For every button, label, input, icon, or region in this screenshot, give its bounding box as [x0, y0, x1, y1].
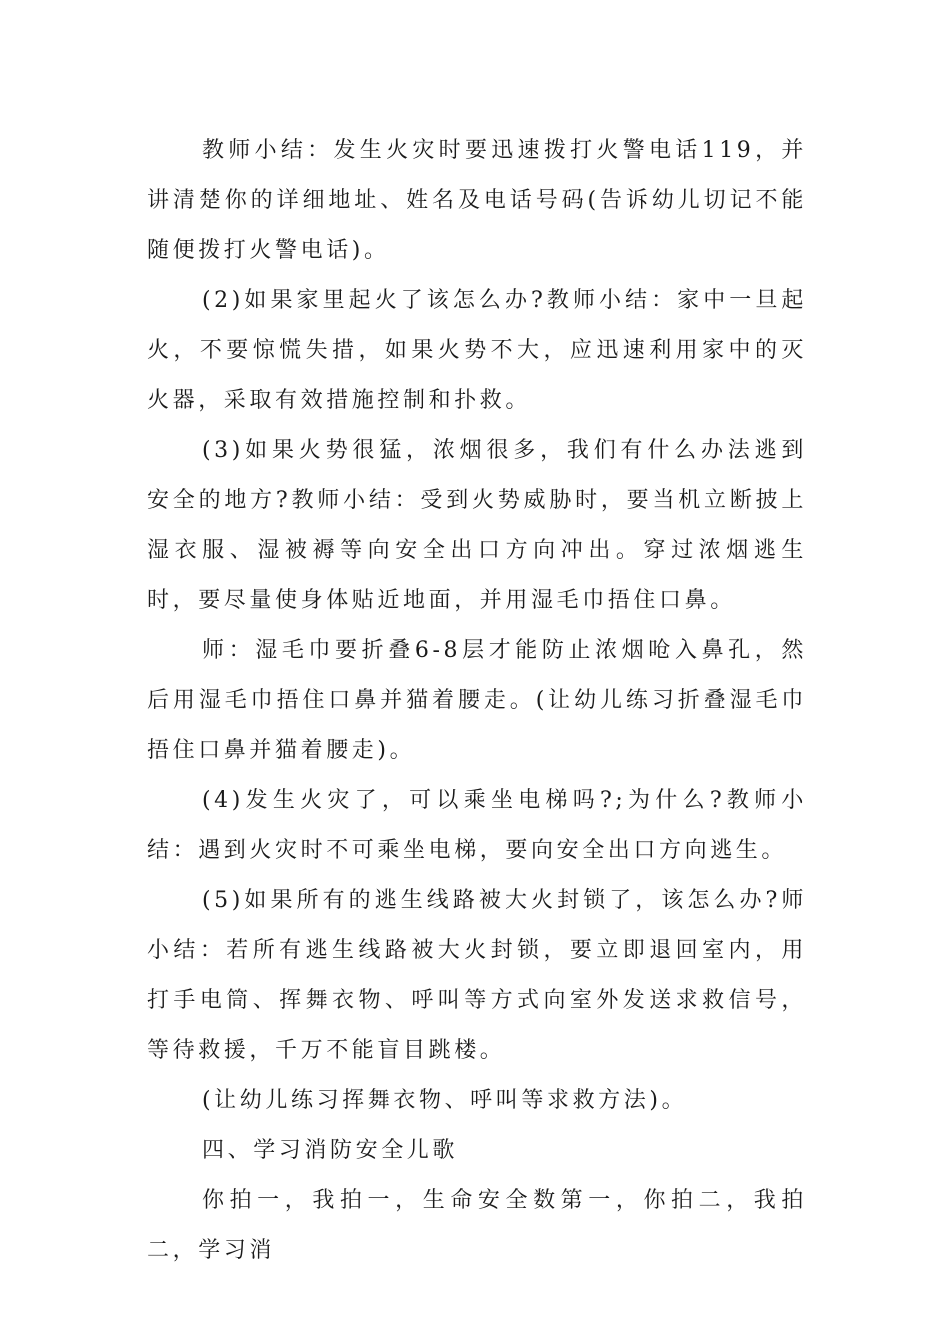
paragraph-question-2: (2)如果家里起火了该怎么办?教师小结：家中一旦起火，不要惊慌失措，如果火势不大，应迅速利用家中的灭火器，采取有效措施控制和扑救。: [147, 288, 807, 413]
paragraph-rhyme: 你拍一，我拍一，生命安全数第一，你拍二，我拍二，学习消: [147, 1188, 807, 1263]
paragraph-question-5: (5)如果所有的逃生线路被大火封锁了，该怎么办?师小结：若所有逃生线路被大火封锁，要立即退回室内，用打手电筒、挥舞衣物、呼叫等方式向室外发送求救信号，等待救援，千万不能盲目跳楼。: [147, 888, 807, 1063]
paragraph-question-4: (4)发生火灾了，可以乘坐电梯吗?;为什么?教师小结：遇到火灾时不可乘坐电梯，要向安全出口方向逃生。: [147, 788, 807, 863]
paragraph-practice-signals: (让幼儿练习挥舞衣物、呼叫等求救方法)。: [202, 1088, 688, 1113]
paragraph-question-3: (3)如果火势很猛，浓烟很多，我们有什么办法逃到安全的地方?教师小结：受到火势威胁时，要当机立断披上湿衣服、湿被褥等向安全出口方向冲出。穿过浓烟逃生时，要尽量使身体贴近地面，并用湿毛巾捂住口鼻。: [147, 438, 807, 613]
paragraph-teacher-summary-119: 教师小结：发生火灾时要迅速拨打火警电话119，并讲清楚你的详细地址、姓名及电话号码(告诉幼儿切记不能随便拨打火警电话)。: [147, 138, 807, 263]
document-body: [147, 126, 807, 1276]
section-heading-four: 四、学习消防安全儿歌: [202, 1138, 459, 1163]
paragraph-wet-towel: 师：湿毛巾要折叠6-8层才能防止浓烟呛入鼻孔，然后用湿毛巾捂住口鼻并猫着腰走。(让幼儿练习折叠湿毛巾捂住口鼻并猫着腰走)。: [147, 638, 807, 763]
